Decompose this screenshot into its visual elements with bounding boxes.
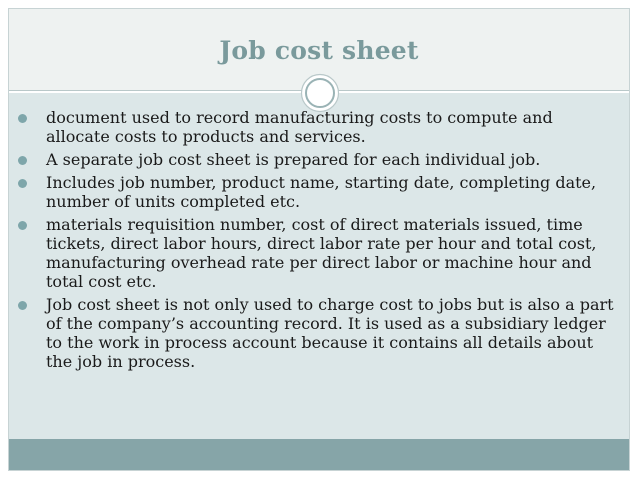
bullet-icon (18, 221, 27, 230)
double-ring-medallion-icon (300, 73, 340, 113)
bullet-icon (18, 114, 27, 123)
bullet-icon (18, 301, 27, 310)
list-item (16, 108, 616, 146)
bullet-icon (18, 156, 27, 165)
slide-title: Job cost sheet (219, 36, 419, 65)
bullet-list (16, 108, 616, 375)
list-item (16, 173, 616, 211)
bullet-text: materials requisition number, cost of direct materials issued, time tickets, direct labor hours, direct labor rate per hour and total cost, manufacturing overhead rate per direct labor or machine hour and total cost etc. (46, 215, 597, 291)
list-item (16, 150, 616, 169)
bullet-text: Includes job number, product name, starting date, completing date, number of units completed etc. (46, 173, 597, 211)
list-item (16, 215, 616, 291)
bullet-text: A separate job cost sheet is prepared for each individual job. (46, 150, 541, 169)
list-item (16, 295, 616, 371)
bullet-text: document used to record manufacturing costs to compute and allocate costs to products and services. (46, 108, 553, 146)
bottom-band (9, 439, 629, 470)
bullet-icon (18, 179, 27, 188)
bullet-text: Job cost sheet is not only used to charge cost to jobs but is also a part of the company’s accounting record. It is used as a subsidiary ledger to the work in process account because it contains all details about the job in process. (46, 295, 614, 371)
